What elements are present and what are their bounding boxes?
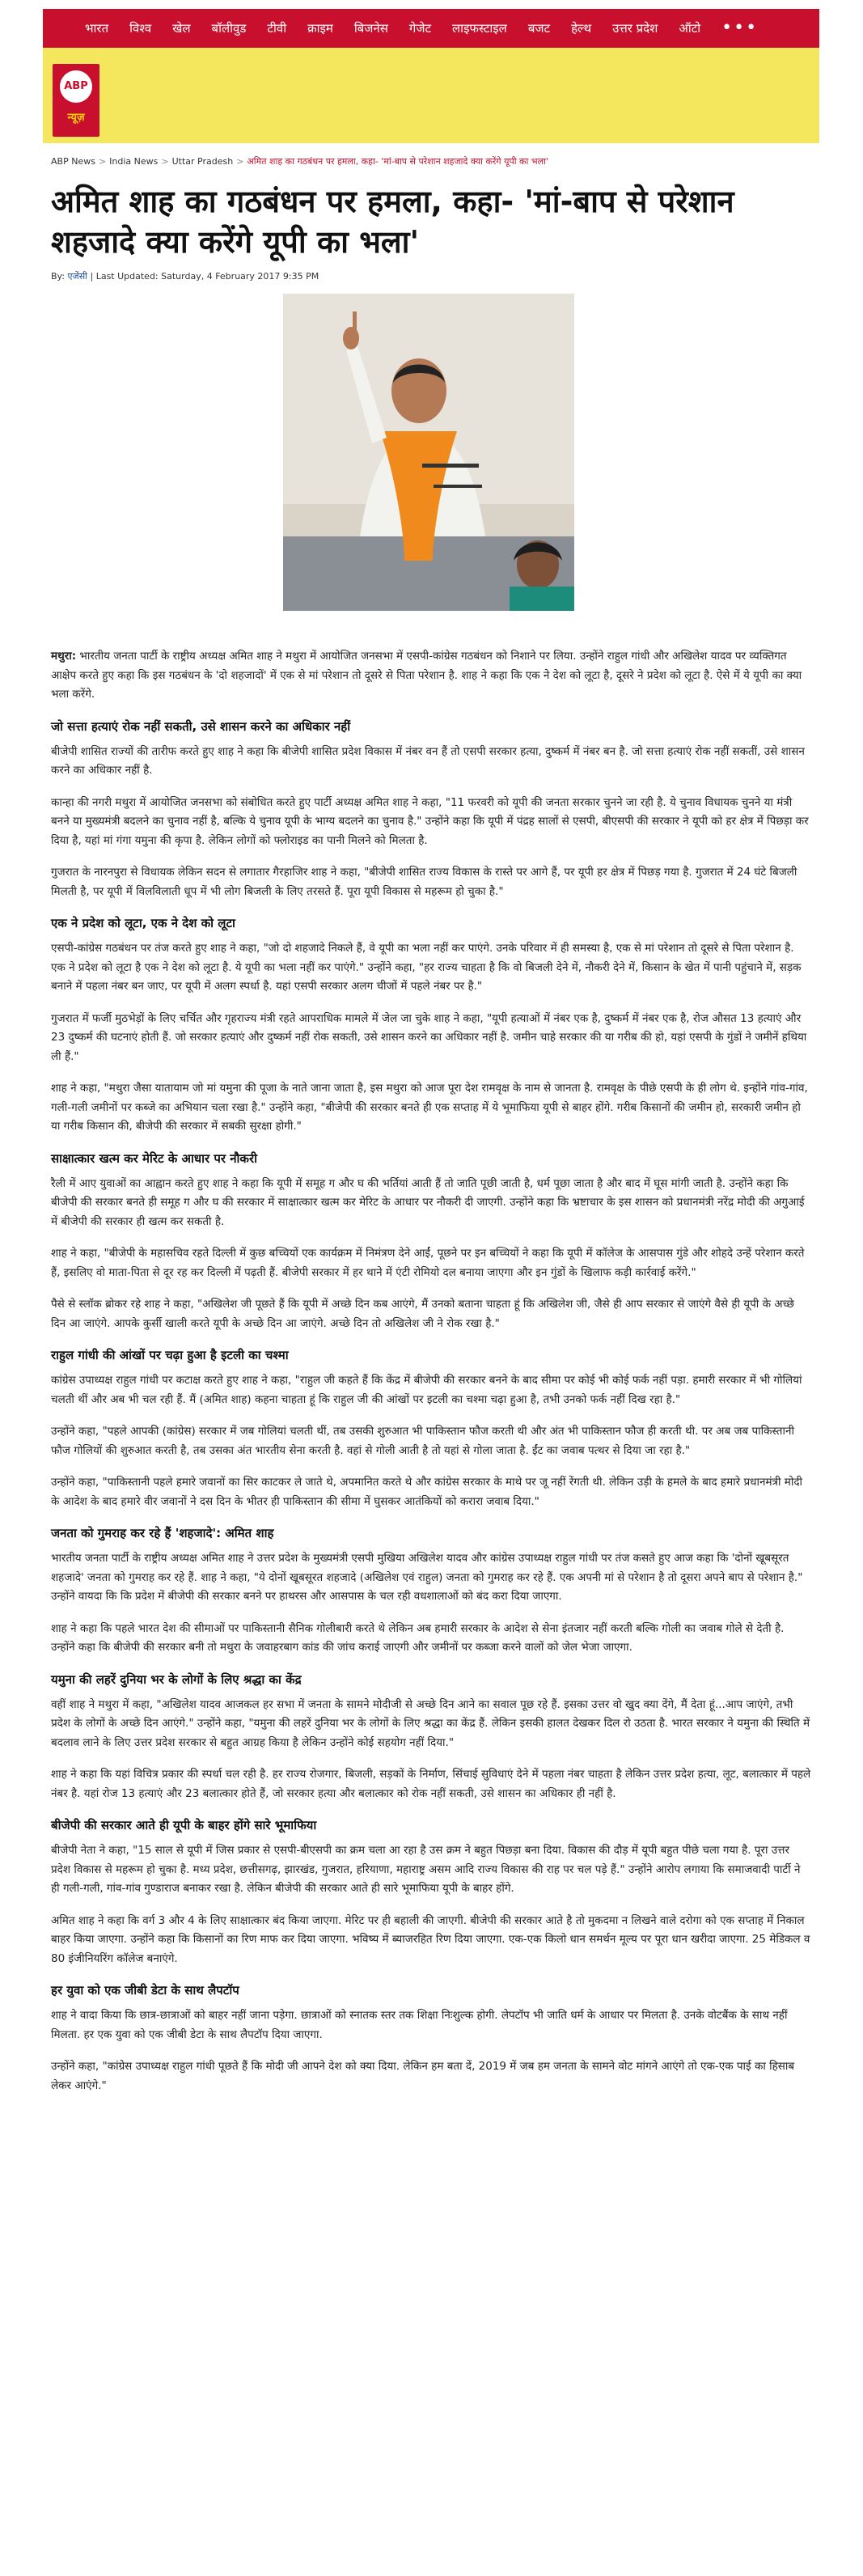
breadcrumb-separator-icon: > <box>161 156 169 167</box>
nav-item[interactable]: बिजनेस <box>353 21 388 36</box>
logo-subtext: न्यूज़ <box>67 112 85 124</box>
article-paragraph: शाह ने कहा कि यहां विचित्र प्रकार की स्पर्धा चल रही है. हर राज्य रोजगार, बिजली, सड़कों के निर्माण, सिंचाई सुविधाएं देने में पहला नंबर चाहता है लेकिन उत्तर प्रदेश हत्या, लूट, बलात्कार में पहले नंबर है. यहां रोज 13 हत्याएं और 23 बलात्कार होते हैं, जो सरकार हत्या और बलात्कार को रोक नहीं सकती, उसे शासन का अधिकार ही नहीं है. <box>51 1768 811 1800</box>
section-heading: यमुना की लहरें दुनिया भर के लोगों के लिए श्रद्धा का केंद्र <box>51 1671 302 1687</box>
article-paragraph: शाह ने कहा, "बीजेपी के महासचिव रहते दिल्ली में कुछ बच्चियों एक कार्यक्रम में निमंत्रण देने आईं, पूछने पर इन बच्चियों ने कहा कि यूपी में कॉलेज के आसपास गुंडे और शोहदे उन्हें परेशान करते हैं, इसलिए वो माता-पिता से दूर रह कर दिल्ली में पढ़ती हैं. बीजेपी सरकार में हर थाने में एंटी रोमियो दल बनाया जाएगा और इन गुंडों के खिलाफ कड़ी कार्रवाई करेंगे." <box>51 1247 805 1279</box>
article-paragraph: रैली में आए युवाओं का आह्वान करते हुए शाह ने कहा कि यूपी में समूह ग और घ की भर्तियां आती हैं तो जाति पूछी जाती है, धर्म पूछा जाता है और बाद में घूस मांगी जाती है. उन्होंने कहा कि बीजेपी की सरकार बनते ही समूह ग और घ की सरकार में साक्षात्कार खत्म कर मेरिट के आधार पर नौकरी दी जाएगी. उन्होंने कहा कि भ्रष्टाचार के इस शासन को प्रधानमंत्री नरेंद्र मोदी की अगुआई में बीजेपी की सरकार ही खत्म कर सकती है. <box>51 1176 805 1228</box>
breadcrumb-item[interactable]: Uttar Pradesh <box>171 156 234 167</box>
article-paragraph: कान्हा की नगरी मथुरा में आयोजित जनसभा को संबोधित करते हुए पार्टी अध्यक्ष अमित शाह ने कहा, "11 फरवरी को यूपी की जनता सरकार चुनने जा रही है. ये चुनाव विधायक चुनने या मंत्री बनने या मुख्यमंत्री बदलने का चुनाव नहीं है, बल्कि ये चुनाव यूपी के भाग्य बदलने का चुनाव है." उन्होंने कहा कि यूपी में पंद्रह सालों से एसपी, बीएसपी की सरकार ने यूपी को हर क्षेत्र में पिछड़ा कर दिया है, यहां मां गंगा यमुना की कृपा है. लेकिन लोगों को फ्लोराइड का पानी मिलने को मिलता है. <box>51 795 809 847</box>
breadcrumb-current: अमित शाह का गठबंधन पर हमला, कहा- 'मां-बाप से परेशान शहजादे क्या करेंगे यूपी का भला' <box>247 156 548 167</box>
section-heading: जनता को गुमराह कर रहे हैं 'शहजादे': अमित शाह <box>51 1526 274 1540</box>
breadcrumb <box>51 155 811 167</box>
section-heading: राहुल गांधी की आंखों पर चढ़ा हुआ है इटली का चश्मा <box>51 1348 289 1362</box>
byline-label: By: <box>51 271 65 282</box>
header-band <box>43 48 819 143</box>
nav-item[interactable]: विश्व <box>129 21 152 36</box>
article-paragraph: शाह ने कहा कि पहले भारत देश की सीमाओं पर पाकिस्तानी सैनिक गोलीबारी करते थे लेकिन अब हमारी सरकार के आदेश से सेना इंतजार नहीं करती बल्कि गोली का जवाब गोले से देती है. उन्होंने कहा कि बीजेपी की सरकार बनी तो मथुरा के जवाहरबाग कांड की जांच कराई जाएगी और जमीनों पर कब्जा करने वालों को जेल भेजा जाएगा. <box>51 1621 785 1654</box>
section-heading: जो सत्ता हत्याएं रोक नहीं सकती, उसे शासन करने का अधिकार नहीं <box>51 718 351 734</box>
article-paragraph: एसपी-कांग्रेस गठबंधन पर तंज करते हुए शाह ने कहा, "जो दो शहजादे निकले हैं, वे यूपी का भला नहीं कर पाएंगे. उनके परिवार में ही समस्या है, एक से मां परेशान तो दूसरे से पिता परेशान है. एक ने प्रदेश को लूटा है एक ने देश को लूटा है. ये यूपी का भला नहीं कर पाएंगे." उन्होंने कहा, "हर राज्य चाहता है कि वो बिजली देने में, नौकरी देने में, किसान के खेत में पानी पहुंचाने में, सड़क बनाने में पहला नंबर बन जाए, पर यूपी में अलग स्पर्धा है. यहां एसपी सरकार अलग चीजों में पहले नंबर पर है." <box>51 942 802 993</box>
last-updated: | Last Updated: Saturday, 4 February 2017 9:35 PM <box>90 271 319 282</box>
logo-circle <box>60 70 92 103</box>
article-paragraph: बीजेपी नेता ने कहा, "15 साल से यूपी में जिस प्रकार से एसपी-बीएसपी का क्रम चला आ रहा है उस क्रम ने बहुत पिछड़ा बना दिया. विकास की दौड़ में यूपी बहुत पीछे चला गया है. पूरा उत्तर प्रदेश विकास से महरूम हो चुका है. मध्य प्रदेश, छत्तीसगढ़, झारखंड, गुजरात, हरियाणा, महाराष्ट्र असम आदि राज्य विकास की राह पर चल पड़े हैं." उन्होंने आरोप लगाया कि समाजवादी पार्टी ने ही गली-गली, गांव-गांव गुण्डाराज बनाकर रखा है. लेकिन बीजेपी की सरकार आते ही सारे भूमाफिया यूपी के बाहर होंगे. <box>51 1844 801 1895</box>
article-paragraph: उन्होंने कहा, "पाकिस्तानी पहले हमारे जवानों का सिर काटकर ले जाते थे, अपमानित करते थे और कांग्रेस सरकार के माथे पर जू नहीं रेंगती थी. लेकिन उड़ी के हमले के बाद हमारे प्रधानमंत्री मोदी के आदेश के बाद हमारे वीर जवानों ने दस दिन के भीतर ही पाकिस्तान की सीमा में घुसकर आतंकियों को करारा जवाब दिया." <box>51 1476 802 1508</box>
nav-item[interactable]: उत्तर प्रदेश <box>612 21 658 36</box>
byline-author[interactable]: एजेंसी <box>67 271 87 282</box>
dateline: मथुरा: <box>51 650 77 663</box>
nav-item[interactable]: टीवी <box>267 21 287 36</box>
nav-item[interactable]: गेजेट <box>408 21 432 36</box>
article-body <box>51 647 811 2108</box>
article-paragraph: उन्होंने कहा, "पहले आपकी (कांग्रेस) सरकार में जब गोलियां चलती थीं, तब उसकी शुरुआत भी पाकिस्तान फौज करती थी और अंत भी पाकिस्तान फौज ही करती थी. पर अब जब पाकिस्तानी फौज गोलियों की शुरुआत करती है, तब उसका अंत भारतीय सेना करती है. वहां से गोली आती है तो यहां से गोला जाता है. ईंट का जवाब पत्थर से दिया जा रहा है." <box>51 1425 794 1457</box>
nav-item[interactable]: बॉलीवुड <box>211 21 247 36</box>
breadcrumb-separator-icon: > <box>236 156 244 167</box>
section-heading: हर युवा को एक जीबी डेटा के साथ लैपटॉप <box>51 1983 239 1998</box>
nav-item[interactable]: क्राइम <box>307 21 333 36</box>
nav-item[interactable]: हेल्थ <box>571 21 592 36</box>
article-paragraph: भारतीय जनता पार्टी के राष्ट्रीय अध्यक्ष अमित शाह ने उत्तर प्रदेश के मुख्यमंत्री एसपी मुखिया अखिलेश यादव और कांग्रेस उपाध्यक्ष राहुल गांधी पर तंज कसते हुए आज कहा कि 'दोनों खूबसूरत शहजादे' जनता को गुमराह कर रहे हैं. शाह ने कहा, "ये दोनों खूबसूरत शहजादे (अखिलेश एवं राहुल) जनता को गुमराह कर रहे हैं. एक अपनी मां से परेशान है तो दूसरा अपने बाप से परेशान है." उन्होंने वायदा कि कि प्रदेश में बीजेपी की सरकार बनने पर हाथरस और आसपास के चल रही वधशालाओं को बंद करा दिया जाएगा. <box>51 1552 803 1603</box>
nav-item[interactable]: भारत <box>85 21 109 36</box>
nav-item[interactable]: बजट <box>527 21 551 36</box>
breadcrumb-item[interactable]: ABP News <box>51 156 95 167</box>
article-paragraph: अमित शाह ने कहा कि वर्ग 3 और 4 के लिए साक्षात्कार बंद किया जाएगा. मेरिट पर ही बहाली की जाएगी. बीजेपी की सरकार आते है तो मुकदमा न लिखने वाले दरोगा को एक सप्ताह में निकाल बाहर किया जाएगा. उन्होंने कहा कि किसानों का रिण माफ कर दिया जाएगा. भविष्य में ब्याजरहित रिण दिया जाएगा. एक-एक किलो धान समर्थन मूल्य पर पूरा धान खरीदा जाएगा. 25 मेडिकल व 80 इंजीनियरिंग कॉलेज बनाएंगे. <box>51 1913 810 1965</box>
article-paragraph: उन्होंने कहा, "कांग्रेस उपाध्यक्ष राहुल गांधी पूछते हैं कि मोदी जी आपने देश को क्या दिया. लेकिन हम बता दें, 2019 में जब हम जनता के सामने वोट मांगने आएंगे तो एक-एक पाई का हिसाब लेकर आएंगे." <box>51 2060 795 2092</box>
article-paragraph: शाह ने कहा, "मथुरा जैसा यातायाम जो मां यमुना की पूजा के नाते जाना जाता है, इस मथुरा को आज पूरा देश रामवृक्ष के नाम से जानता है. रामवृक्ष के पीछे एसपी के ही लोग थे. इन्होंने गांव-गांव, गली-गली जमीनों पर कब्जे का अभियान चला रखा है." उन्होंने कहा, "बीजेपी की सरकार बनते ही एक सप्ताह में ये भूमाफिया यूपी से बाहर होंगे. गरीब किसानों की जमीन हो, सरकारी जमीन हो या गरीब किसान की, बीजेपी की सरकार में सबकी सुरक्षा होगी." <box>51 1082 808 1133</box>
breadcrumb-separator-icon: > <box>98 156 107 167</box>
breadcrumb-item[interactable]: India News <box>109 156 159 167</box>
nav-item[interactable]: खेल <box>172 21 191 36</box>
article-paragraph: गुजरात के नारनपुरा से विधायक लेकिन सदन से लगातार गैरहाजिर शाह ने कहा, "बीजेपी शासित राज्य विकास के रास्ते पर आगे हैं, पर यूपी हर क्षेत्र में पिछड़ गया है. गुजरात में 24 घंटे बिजली मिलती है, पर यूपी में विलविलाती धूप में भी लोग बिजली के लिए तरसते हैं. पूरा यूपी विकास से महरूम हो चुका है." <box>51 866 797 898</box>
byline <box>51 270 319 282</box>
logo-text: ABP <box>64 80 88 92</box>
article-paragraph: पैसे से स्लॉक ब्रोकर रहे शाह ने कहा, "अखिलेश जी पूछते हैं कि यूपी में अच्छे दिन कब आएंगे, मैं उनको बताना चाहता हूं कि अखिलेश जी, जैसे ही आप सरकार से जाएंगे वैसे ही यूपी के अच्छे दिन आ जाएंगे. आपके कुर्सी खाली करते यूपी के अच्छे दिन आ जाएंगे. अच्छे दिन तो अखिलेश जी ने रोक रखा है." <box>51 1298 794 1330</box>
speaker-photo-illustration <box>283 294 574 611</box>
abp-news-logo[interactable] <box>53 64 99 137</box>
article-headline: अमित शाह का गठबंधन पर हमला, कहा- 'मां-बाप से परेशान शहजादे क्या करेंगे यूपी का भला' <box>51 184 734 260</box>
nav-item[interactable]: लाइफस्टाइल <box>452 21 507 36</box>
lead-paragraph <box>51 647 811 705</box>
nav-item[interactable]: ऑटो <box>679 21 701 36</box>
section-heading: एक ने प्रदेश को लूटा, एक ने देश को लूटा <box>51 916 235 930</box>
article-paragraph: वहीं शाह ने मथुरा में कहा, "अखिलेश यादव आजकल हर सभा में जनता के सामने मोदीजी से अच्छे दिन आने का सवाल पूछ रहे हैं. इसका उत्तर वो खुद क्या देंगे, मैं देता हूं...आप जाएंगे, तभी प्रदेश के लोगों के अच्छे दिन आएंगे." उन्होंने कहा, "यमुना की लहरें दुनिया भर के लोगों के लिए श्रद्धा का केंद्र हैं. लेकिन इसकी हालत देखकर दिल रो उठता है. भारत सरकार ने यमुना की स्थिति में बदलाव लाने के लिए उत्तर प्रदेश सरकार से बहुत आग्रह किया है लेकिन उन्होंने कोई सहयोग नहीं दिया." <box>51 1697 810 1749</box>
article-paragraph: शाह ने वादा किया कि छात्र-छात्राओं को बाहर नहीं जाना पड़ेगा. छात्राओं को स्नातक स्तर तक शिक्षा निःशुल्क होगी. लेपटॉप भी जाति धर्म के आधार पर मिलता है. उनके वोटबैंक के साथ नहीं मिलता. हर एक युवा को एक जीबी डेटा के साथ लैपटॉप दिया जाएगा. <box>51 2009 788 2041</box>
section-heading: बीजेपी की सरकार आते ही यूपी के बाहर होंगे सारे भूमाफिया <box>51 1818 317 1832</box>
hero-image <box>283 294 574 611</box>
lead-text: भारतीय जनता पार्टी के राष्ट्रीय अध्यक्ष अमित शाह ने मथुरा में आयोजित जनसभा में एसपी-कांग्रेस गठबंधन को निशाने पर लिया. उन्होंने राहुल गांधी और अखिलेश यादव पर व्यक्तिगत आक्षेप करते हुए कहा कि इस गठबंधन के 'दो शहजादों' में एक से मां परेशान तो दूसरे से पिता परेशान है. शाह ने कहा कि एक ने देश को लूटा है, दूसरे ने प्रदेश को लूटा है. ऐसे में ये यूपी का क्या भला करेंगे. <box>51 650 802 701</box>
article-sections <box>51 718 811 2096</box>
article-paragraph: बीजेपी शासित राज्यों की तारीफ करते हुए शाह ने कहा कि बीजेपी शासित प्रदेश विकास में नंबर वन हैं तो एसपी सरकार हत्या, दुष्कर्म में नंबर बन है. जो सत्ता हत्याएं रोक नहीं सकतीं, उसे शासन करने का अधिकार नहीं है. <box>51 744 805 777</box>
article-paragraph: कांग्रेस उपाध्यक्ष राहुल गांधी पर कटाक्ष करते हुए शाह ने कहा, "राहुल जी कहते हैं कि केंद्र में बीजेपी की सरकार बनने के बाद सीमा पर कोई भी कोई फर्क नहीं पड़ा. हमारी सरकार में भी गोलियां चलती थीं और अब भी चल रही हैं. मैं (अमित शाह) कहना चाहता हूं कि राहुल जी की आंखों पर इटली का चश्मा चढ़ा हुआ है, तभी उनको फर्क नहीं दिख रहा है." <box>51 1374 802 1406</box>
article-paragraph: गुजरात में फर्जी मुठभेड़ों के लिए चर्चित और गृहराज्य मंत्री रहते आपराधिक मामले में जेल जा चुके शाह ने कहा, "यूपी हत्याओं में नंबर एक है, दुष्कर्म में नंबर एक है, रोज औसत 13 हत्याएं और 23 दुष्कर्म की घटनाएं होती हैं. जो सरकार हत्याएं और दुष्कर्म नहीं रोक सकती, उसे शासन करने का अधिकार नहीं है. जमीन चाहे सरकार की या गरीब की हो, यहां एसपी के गुंडों ने जमीनें हथिया ली हैं." <box>51 1011 807 1063</box>
top-nav-bar <box>43 9 819 48</box>
section-heading: साक्षात्कार खत्म कर मेरिट के आधार पर नौकरी <box>51 1150 257 1166</box>
more-menu-icon[interactable]: ••• <box>721 18 759 38</box>
